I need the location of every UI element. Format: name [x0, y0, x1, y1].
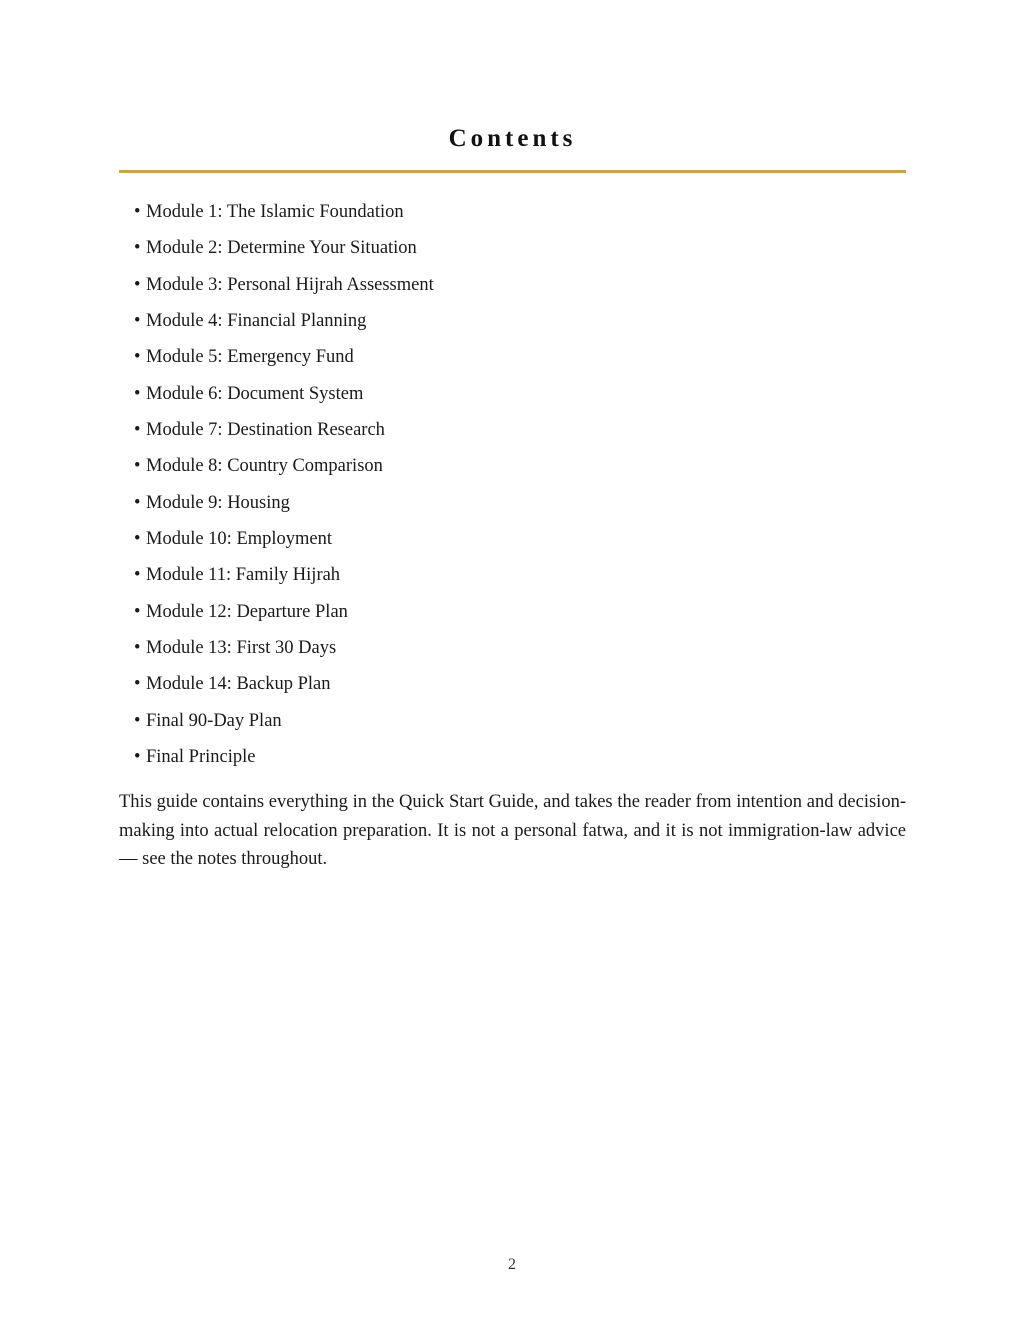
- bullet-marker: •: [134, 347, 141, 368]
- toc-item-label: Module 13: First 30 Days: [146, 638, 337, 659]
- toc-item: [134, 490, 434, 516]
- toc-item: [134, 235, 434, 261]
- toc-item: [134, 381, 434, 407]
- toc-item-label: Module 2: Determine Your Situation: [146, 238, 417, 259]
- bullet-marker: •: [134, 311, 141, 332]
- toc-item: [134, 417, 434, 443]
- toc-item: [134, 199, 434, 225]
- toc-item-label: Module 11: Family Hijrah: [146, 565, 341, 586]
- bullet-marker: •: [134, 747, 141, 768]
- toc-item: [134, 708, 434, 734]
- bullet-marker: •: [134, 601, 141, 622]
- bullet-marker: •: [134, 274, 141, 295]
- toc-item-label: Module 5: Emergency Fund: [146, 347, 354, 368]
- toc-item-label: Module 12: Departure Plan: [146, 601, 348, 622]
- bullet-marker: •: [134, 638, 141, 659]
- title-divider: [119, 170, 906, 173]
- toc-item-label: Module 1: The Islamic Foundation: [146, 202, 404, 222]
- toc-item: [134, 344, 434, 370]
- toc-item: [134, 671, 434, 697]
- toc-item: [134, 453, 434, 479]
- toc-item-label: Module 7: Destination Research: [146, 420, 385, 441]
- toc-item: [134, 635, 434, 661]
- bullet-marker: •: [134, 674, 141, 695]
- toc-item-label: Final 90-Day Plan: [146, 710, 282, 731]
- toc-item: [134, 562, 434, 588]
- toc-item: [134, 744, 434, 770]
- table-of-contents: [134, 199, 434, 781]
- page-number: 2: [508, 1256, 516, 1273]
- bullet-marker: •: [134, 420, 141, 441]
- toc-item-label: Module 9: Housing: [146, 492, 290, 513]
- toc-item-label: Module 4: Financial Planning: [146, 311, 367, 332]
- toc-item: [134, 599, 434, 625]
- bullet-marker: •: [134, 529, 141, 550]
- bullet-marker: •: [134, 565, 141, 586]
- toc-item-label: Module 6: Document System: [146, 383, 364, 404]
- toc-item-label: Final Principle: [146, 747, 256, 768]
- bullet-marker: •: [134, 238, 141, 259]
- bullet-marker: •: [134, 202, 141, 222]
- toc-item-label: Module 10: Employment: [146, 529, 333, 550]
- toc-item: [134, 272, 434, 298]
- bullet-marker: •: [134, 383, 141, 404]
- bullet-marker: •: [134, 456, 141, 477]
- toc-item-label: Module 8: Country Comparison: [146, 456, 383, 477]
- toc-item-label: Module 14: Backup Plan: [146, 674, 331, 695]
- page-title: Contents: [448, 125, 577, 152]
- bullet-marker: •: [134, 492, 141, 513]
- toc-item-label: Module 3: Personal Hijrah Assessment: [146, 274, 434, 295]
- toc-item: [134, 308, 434, 334]
- intro-paragraph: This guide contains everything in the Quick Start Guide, and takes the reader from intention and decision-making into actual relocation preparation. It is not a personal fatwa, and it is not immigration-law advice — see the notes throughout.: [119, 792, 906, 869]
- toc-item: [134, 526, 434, 552]
- bullet-marker: •: [134, 710, 141, 731]
